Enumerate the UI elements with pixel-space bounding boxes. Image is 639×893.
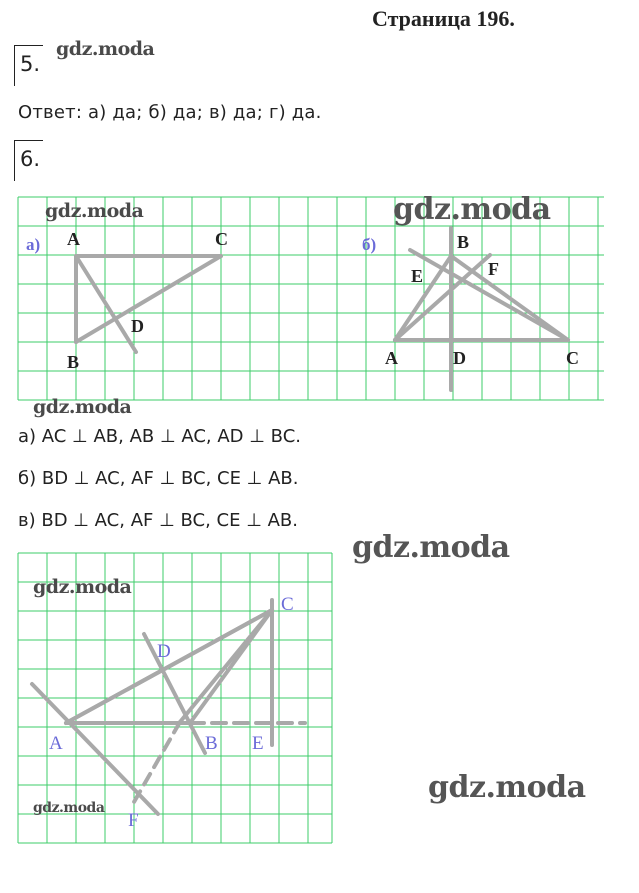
figure-b-label: б) <box>362 235 377 254</box>
answer-line-a: а) AC ⊥ AB, AB ⊥ AC, AD ⊥ BC. <box>18 426 301 447</box>
watermark: gdz.moda <box>33 576 132 598</box>
watermark: gdz.moda <box>33 800 105 816</box>
answer-text: Ответ: а) да; б) да; в) да; г) да. <box>18 102 322 123</box>
watermark: gdz.moda <box>352 530 510 565</box>
triangle-c <box>32 600 305 814</box>
point-label-b: B <box>67 352 80 372</box>
watermark: gdz.moda <box>428 770 586 805</box>
point-label-b: B <box>205 733 218 754</box>
task-number: 6. <box>20 147 41 171</box>
point-label-f: F <box>488 259 499 279</box>
point-label-e: E <box>411 266 424 286</box>
triangle-a <box>76 256 221 352</box>
point-label-c: C <box>281 594 294 615</box>
watermark: gdz.moda <box>393 192 551 227</box>
answer-line-c: в) BD ⊥ AC, AF ⊥ BC, CE ⊥ AB. <box>18 510 298 531</box>
watermark: gdz.moda <box>33 396 132 418</box>
point-label-a: A <box>49 733 63 754</box>
page-title: Страница 196. <box>372 6 515 31</box>
task-number: 5. <box>20 52 41 76</box>
watermark: gdz.moda <box>45 200 144 222</box>
point-label-a: A <box>67 229 80 249</box>
point-label-e: E <box>252 733 264 754</box>
point-label-b: B <box>457 232 470 252</box>
point-label-f: F <box>128 810 139 831</box>
grid <box>18 197 604 400</box>
point-label-a: A <box>385 348 398 368</box>
point-label-c: C <box>566 348 579 368</box>
figure-a-label: а) <box>26 235 41 254</box>
point-label-d: D <box>453 348 466 368</box>
watermark: gdz.moda <box>56 38 155 60</box>
point-label-c: C <box>215 229 228 249</box>
answer-line-b: б) BD ⊥ AC, AF ⊥ BC, CE ⊥ AB. <box>18 468 299 489</box>
point-label-d: D <box>131 316 144 336</box>
point-label-d: D <box>157 641 171 662</box>
